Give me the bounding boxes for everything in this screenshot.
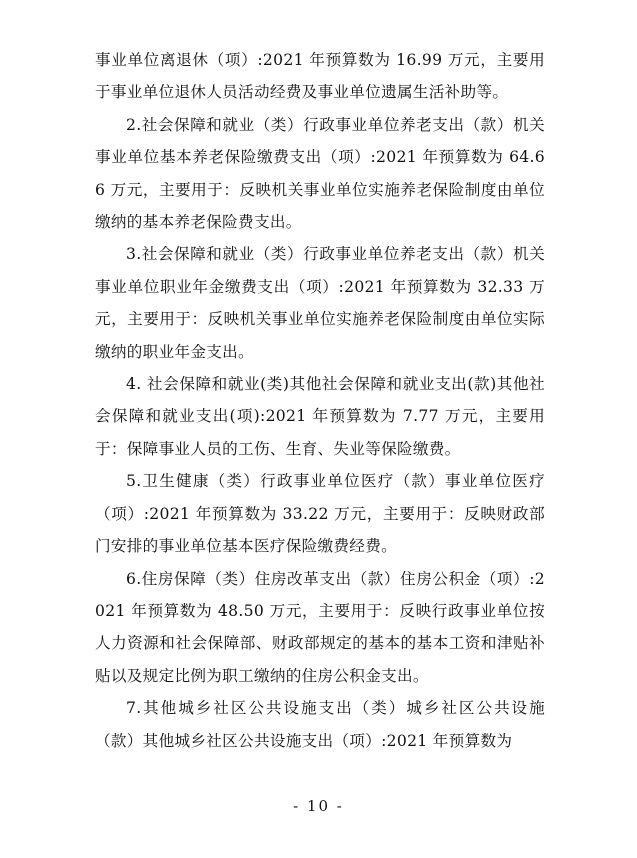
document-body	[95, 44, 545, 757]
paragraph-basic-pension: 2.社会保障和就业（类）行政事业单位养老支出（款）机关事业单位基本养老保险缴费支出（项）:2021 年预算数为 64.66 万元，主要用于：反映机关事业单位实施养老保险制度由单位缴纳的基本养老保险费支出。	[95, 115, 545, 232]
paragraph-occupational-annuity: 3.社会保障和就业（类）行政事业单位养老支出（款）机关事业单位职业年金缴费支出（项）:2021 年预算数为 32.33 万元，主要用于：反映机关事业单位实施养老保险制度由单位实际缴纳的职业年金支出。	[95, 245, 545, 361]
paragraph-medical: 5.卫生健康（类）行政事业单位医疗（款）事业单位医疗（项）:2021 年预算数为 33.22 万元，主要用于：反映财政部门安排的事业单位基本医疗保险缴费经费。	[95, 472, 545, 556]
paragraph-retirement: 事业单位离退休（项）:2021 年预算数为 16.99 万元，主要用于事业单位退休人员活动经费及事业单位遗属生活补助等。	[95, 51, 545, 102]
paragraph-housing-fund: 6.住房保障（类）住房改革支出（款）住房公积金（项）:2021 年预算数为 48.50 万元，主要用于：反映行政事业单位按人力资源和社会保障部、财政部规定的基本的基本工资和津贴补贴以及规定比例为职工缴纳的住房公积金支出。	[95, 569, 545, 685]
paragraph-community-facilities: 7.其他城乡社区公共设施支出（类）城乡社区公共设施（款）其他城乡社区公共设施支出（项）:2021 年预算数为	[95, 699, 545, 750]
page-number: - 10 -	[293, 797, 344, 815]
paragraph-other-social-security: 4. 社会保障和就业(类)其他社会保障和就业支出(款)其他社会保障和就业支出(项):2021 年预算数为 7.77 万元，主要用于：保障事业人员的工伤、生育、失业等保险缴费。	[95, 375, 545, 458]
